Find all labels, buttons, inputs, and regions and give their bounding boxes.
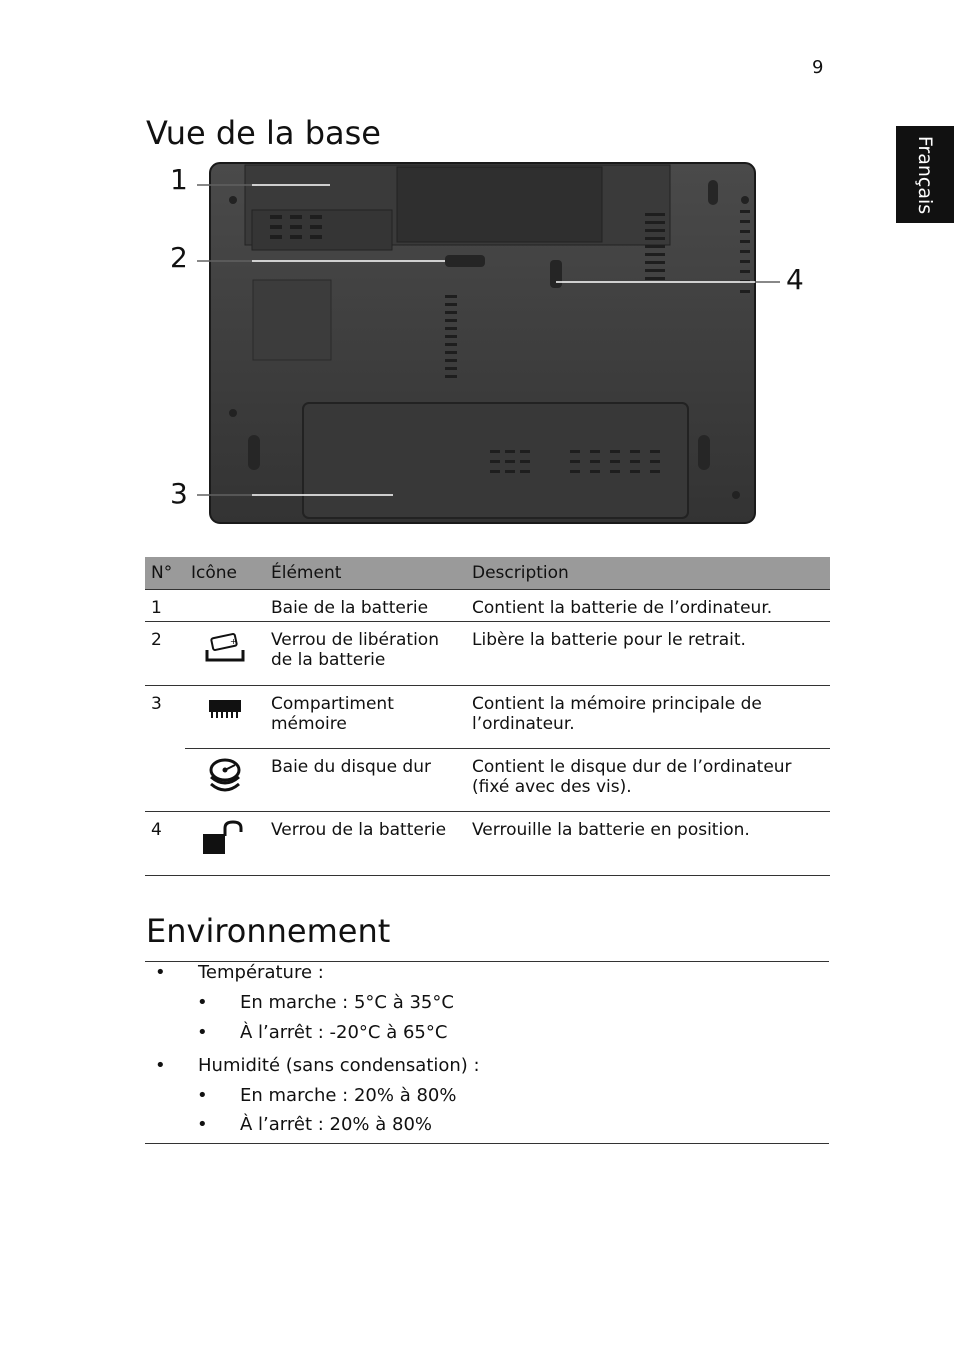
row-icon-empty	[185, 590, 265, 622]
lock-open-icon	[185, 812, 265, 876]
row-element: Verrou de la batterie	[265, 812, 466, 876]
hard-disk-icon	[185, 749, 265, 812]
callout-2: 2	[170, 241, 188, 274]
row-description: Contient la mémoire principale de l’ordinateur.	[466, 686, 830, 749]
table-row	[145, 686, 830, 749]
list-item-text: En marche : 20% à 80%	[240, 1085, 457, 1106]
row-num: 4	[145, 812, 185, 876]
page-number: 9	[812, 57, 824, 78]
header-description: Description	[466, 557, 830, 590]
table-row	[145, 590, 830, 622]
row-description: Verrouille la batterie en position.	[466, 812, 830, 876]
section-title-base-view: Vue de la base	[146, 114, 381, 152]
table-header-row	[145, 557, 830, 590]
list-item-text: À l’arrêt : 20% à 80%	[240, 1114, 433, 1135]
table-row	[145, 812, 830, 876]
row-num: 2	[145, 622, 185, 686]
svg-text:+: +	[230, 637, 237, 646]
language-tab-label: Français	[914, 135, 936, 214]
memory-icon	[185, 686, 265, 749]
row-num: 3	[145, 686, 185, 812]
list-item-text: Humidité (sans condensation) :	[198, 1055, 480, 1076]
list-item-text: Température :	[198, 962, 324, 983]
laptop-bottom-figure	[160, 155, 810, 535]
battery-release-icon	[185, 622, 265, 686]
row-description: Libère la batterie pour le retrait.	[466, 622, 830, 686]
row-element: Baie de la batterie	[265, 590, 466, 622]
header-num: N°	[145, 557, 185, 590]
callout-3: 3	[170, 477, 188, 510]
list-item-text: À l’arrêt : -20°C à 65°C	[240, 1022, 448, 1043]
table-row	[145, 749, 830, 812]
header-element: Élément	[265, 557, 466, 590]
row-element: Compartiment mémoire	[265, 686, 466, 749]
row-num: 1	[145, 590, 185, 622]
divider-bottom	[145, 1143, 829, 1144]
laptop-bottom-illustration	[160, 155, 810, 535]
header-icon: Icône	[185, 557, 265, 590]
row-element: Baie du disque dur	[265, 749, 466, 812]
table-row	[145, 622, 830, 686]
callout-4: 4	[786, 263, 804, 296]
callout-1: 1	[170, 163, 188, 196]
section-title-environment: Environnement	[146, 912, 391, 950]
list-item-text: En marche : 5°C à 35°C	[240, 992, 454, 1013]
row-description: Contient le disque dur de l’ordinateur (fixé avec des vis).	[466, 749, 830, 812]
language-tab	[896, 126, 954, 223]
row-element: Verrou de libération de la batterie	[265, 622, 466, 686]
components-table	[145, 557, 830, 876]
row-description: Contient la batterie de l’ordinateur.	[466, 590, 830, 622]
